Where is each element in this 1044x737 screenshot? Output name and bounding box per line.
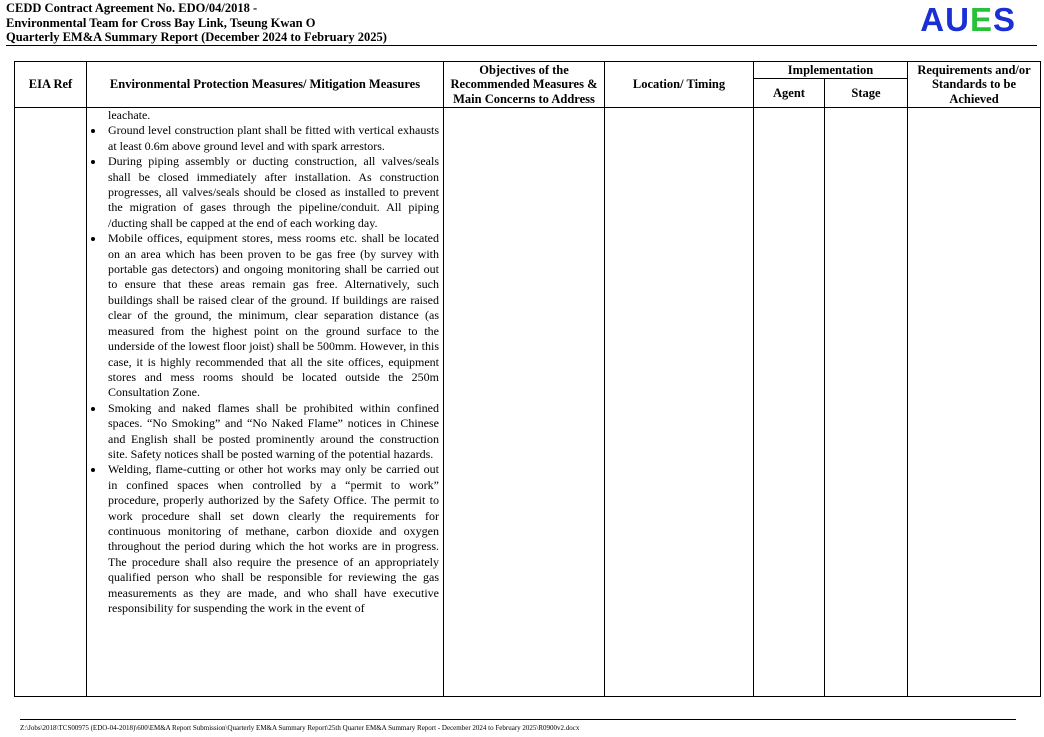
col-header-agent: Agent (754, 79, 825, 108)
logo-letter-u: U (945, 1, 970, 38)
measures-cell (87, 108, 444, 697)
contract-title: CEDD Contract Agreement No. EDO/04/2018 - (6, 1, 258, 15)
col-header-implementation: Implementation (754, 62, 908, 79)
list-item: • During piping assembly or ducting construction, all valves/seals shall be closed immediately after installation. As construction progresses, all valves/seals should be closed as installed to prevent the migration of gases through the pipeline/conduit. All piping /ducting shall be capped at the end of each working day. (105, 154, 439, 231)
team-title: Environmental Team for Cross Bay Link, Tseung Kwan O (6, 15, 316, 30)
location-timing-cell (605, 108, 754, 697)
col-header-measures: Environmental Protection Measures/ Mitigation Measures (87, 62, 444, 108)
list-item: leachate. (108, 108, 151, 122)
list-item: • Smoking and naked flames shall be prohibited within confined spaces. “No Smoking” and “No Naked Flame” notices in Chinese and English shall be posted prominently around the construction site. Safety notices shall be posted warning of the potential hazards. (105, 401, 439, 463)
col-header-stage: Stage (825, 79, 908, 108)
footer-divider (20, 719, 1016, 720)
agent-cell (754, 108, 825, 697)
footer-file-path: Z:\Jobs\2018\TCS00975 (EDO-04-2018)\600\EM&A Report Submission\Quarterly EM&A Summary Report\25th Quarter EM&A Summary Report - December 2024 to February 2025\R0900v2.docx (20, 724, 580, 732)
col-header-requirements: Requirements and/or Standards to be Achieved (908, 62, 1041, 108)
header-divider (6, 45, 1037, 46)
logo-letter-e: E (969, 1, 993, 38)
measures-list (87, 108, 443, 616)
objectives-cell (444, 108, 605, 697)
col-header-eia-ref: EIA Ref (15, 62, 87, 108)
report-header (6, 1, 1038, 45)
stage-cell (825, 108, 908, 697)
eia-ref-cell (15, 108, 87, 697)
col-header-location-timing: Location/ Timing (605, 62, 754, 108)
aues-logo (920, 2, 1016, 38)
list-item: • Mobile offices, equipment stores, mess rooms etc. shall be located on an area which has been proven to be gas free (by survey with portable gas detectors) and ongoing monitoring shall be carried out to ensure that these areas remain gas free. Alternatively, such buildings shall be raised clear of the ground. If buildings are raised clear of the ground, the minimum, clear separation distance (as measured from the highest point on the ground surface to the underside of the lowest floor joist) shall be 500mm. However, in this case, it is highly recommended that all the site offices, equipment stores and mess rooms should be located outside the 250m Consultation Zone. (105, 231, 439, 400)
col-header-objectives: Objectives of the Recommended Measures & Main Concerns to Address (444, 62, 605, 108)
report-title: Quarterly EM&A Summary Report (December 2024 to February 2025) (6, 30, 387, 44)
list-item: • Ground level construction plant shall be fitted with vertical exhausts at least 0.6m above ground level and with spark arrestors. (105, 123, 439, 154)
logo-letter-s: S (992, 1, 1016, 38)
logo-letter-a: A (920, 1, 946, 38)
mitigation-measures-table (14, 61, 1041, 697)
list-item: • Welding, flame-cutting or other hot works may only be carried out in confined spaces when controlled by a “permit to work” procedure, properly authorized by the Safety Office. The permit to work procedure shall set down clearly the requirements for continuous monitoring of methane, carbon dioxide and oxygen throughout the period during which the hot works are in progress. The procedure shall also require the presence of an appropriately qualified person who shall be responsible for reviewing the gas measurements as they are made, and who shall have executive responsibility for suspending the work in the event of (105, 462, 439, 616)
requirements-cell (908, 108, 1041, 697)
table-row (15, 108, 1041, 697)
